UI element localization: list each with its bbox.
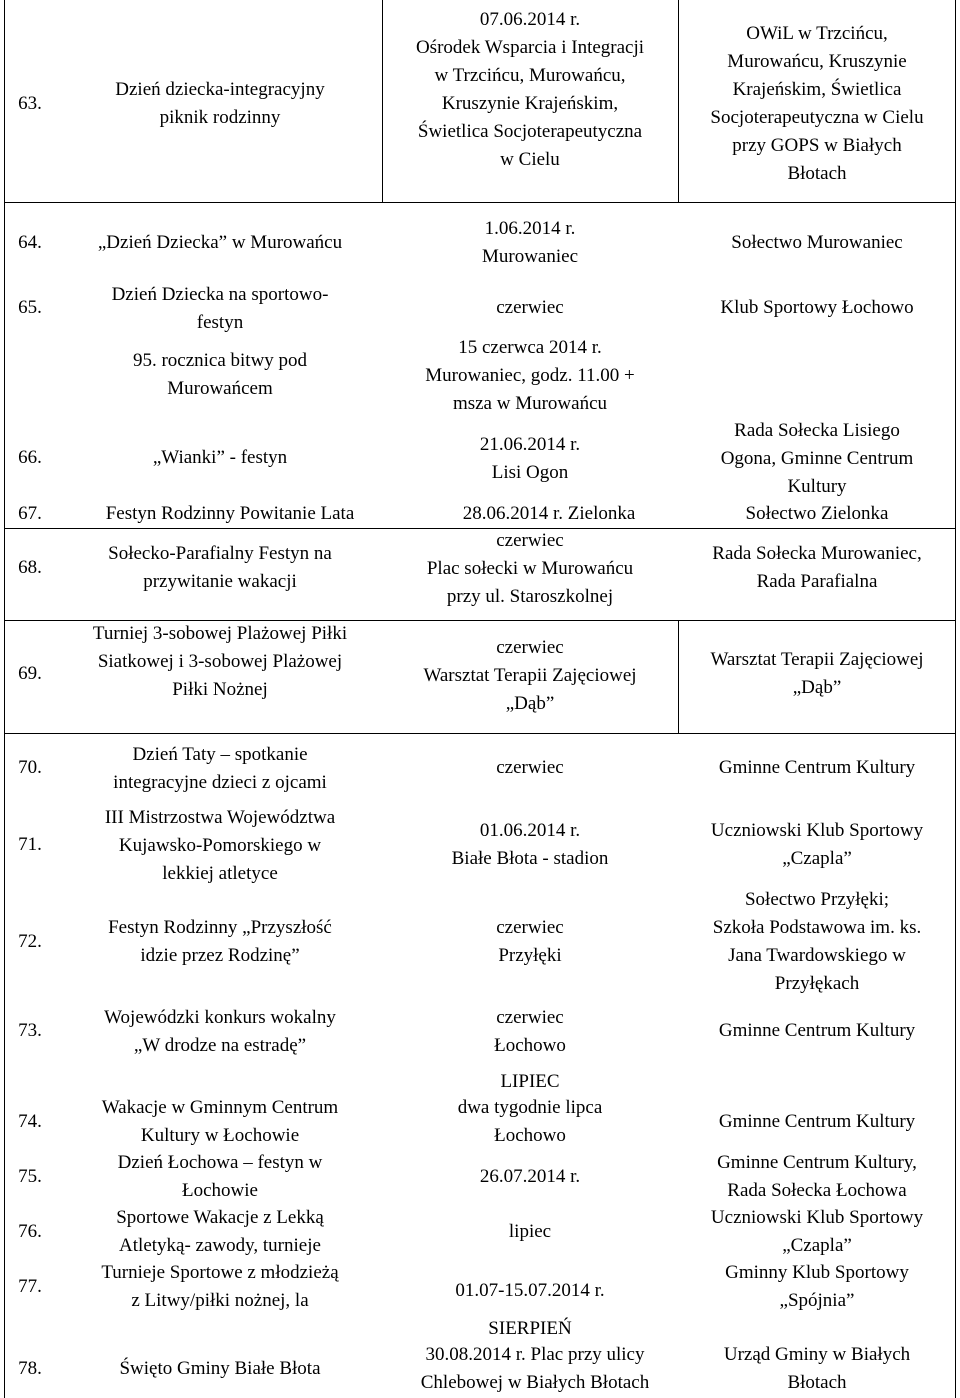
row-number: 76. <box>18 1221 42 1242</box>
event-date-place: 01.06.2014 r. Białe Błota - stadion <box>451 820 609 869</box>
event-name: Wakacje w Gminnym Centrum Kultury w Łochowie <box>101 1097 339 1146</box>
event-name: Turniej 3-sobowej Plażowej Piłki Siatkowej i 3-sobowej Plażowej Piłki Nożnej <box>92 623 348 700</box>
event-organizer: Sołectwo Przyłęki; Szkoła Podstawowa im. ks. Jana Twardowskiego w Przyłękach <box>712 889 922 994</box>
event-date-place: czerwiec <box>496 297 564 318</box>
event-date-place: 01.07-15.07.2014 r. <box>455 1280 605 1301</box>
column-divider-date <box>382 0 383 202</box>
row-number: 71. <box>18 834 42 855</box>
event-date-place: czerwiec Plac sołecki w Murowańcu przy ul. Staroszkolnej <box>426 530 634 607</box>
event-name: „Dzień Dziecka” w Murowańcu <box>97 232 343 253</box>
event-organizer: Gminny Klub Sportowy „Spójnia” <box>725 1262 909 1311</box>
row-number: 78. <box>18 1358 42 1379</box>
month-heading-august: SIERPIEŃ <box>488 1318 572 1339</box>
event-name: „Wianki” - festyn <box>152 447 288 468</box>
event-organizer: Sołectwo Zielonka <box>745 503 889 524</box>
event-organizer: Sołectwo Murowaniec <box>731 232 903 253</box>
event-organizer: Warsztat Terapii Zajęciowej „Dąb” <box>710 649 924 698</box>
table-border-right <box>955 0 956 1398</box>
row-number: 75. <box>18 1166 42 1187</box>
event-organizer: Gminne Centrum Kultury <box>718 1111 916 1132</box>
event-name: Dzień Taty – spotkanie integracyjne dzieci z ojcami <box>113 744 327 793</box>
column-divider-org-69 <box>678 620 679 733</box>
row-number: 70. <box>18 757 42 778</box>
row-border-69 <box>4 733 956 734</box>
event-name: Turnieje Sportowe z młodzieżą z Litwy/piłki nożnej, la <box>101 1262 339 1311</box>
event-name-secondary: 95. rocznica bitwy pod Murowańcem <box>132 350 308 399</box>
event-date-place-secondary: 15 czerwca 2014 r. Murowaniec, godz. 11.00 + msza w Murowańcu <box>425 337 635 414</box>
row-number: 65. <box>18 297 42 318</box>
event-date-place: czerwiec Warsztat Terapii Zajęciowej „Dąb” <box>423 637 637 714</box>
row-number: 68. <box>18 557 42 578</box>
event-name: Wojewódzki konkurs wokalny „W drodze na estradę” <box>104 1007 336 1056</box>
event-date-place: 28.06.2014 r. Zielonka <box>462 503 636 524</box>
event-name: Sołecko-Parafialny Festyn na przywitanie wakacji <box>108 543 332 592</box>
event-date-place: 30.08.2014 r. Plac przy ulicy Chlebowej w Białych Błotach <box>420 1344 650 1393</box>
row-border-63 <box>4 202 956 203</box>
event-date-place: 07.06.2014 r. Ośrodek Wsparcia i Integracji w Trzcińcu, Murowańcu, Kruszynie Krajeńskim, Świetlica Socjoterapeutyczna w Cielu <box>415 9 645 170</box>
event-name: Festyn Rodzinny „Przyszłość idzie przez Rodzinę” <box>108 917 332 966</box>
event-organizer: Uczniowski Klub Sportowy „Czapla” <box>710 1207 924 1256</box>
event-organizer: OWiL w Trzcińcu, Murowańcu, Kruszynie Krajeńskim, Świetlica Socjoterapeutyczna w Cielu przy GOPS w Białych Błotach <box>710 23 924 184</box>
event-date-place: 1.06.2014 r. Murowaniec <box>481 218 579 267</box>
event-organizer: Klub Sportowy Łochowo <box>720 297 914 318</box>
event-name: Święto Gminy Białe Błota <box>119 1358 321 1379</box>
event-organizer: Gminne Centrum Kultury, Rada Sołecka Łochowa <box>717 1152 917 1201</box>
event-name: Festyn Rodzinny Powitanie Lata <box>105 503 355 524</box>
row-number: 63. <box>18 93 42 114</box>
event-organizer: Gminne Centrum Kultury <box>718 1020 916 1041</box>
event-date-place: 21.06.2014 r. Lisi Ogon <box>479 434 581 483</box>
event-name: Sportowe Wakacje z Lekką Atletyką- zawody, turnieje <box>116 1207 324 1256</box>
event-name: III Mistrzostwa Województwa Kujawsko-Pomorskiego w lekkiej atletyce <box>104 807 336 884</box>
month-heading-july: LIPIEC <box>500 1071 560 1092</box>
event-organizer: Urząd Gminy w Białych Błotach <box>723 1344 911 1393</box>
row-number: 66. <box>18 447 42 468</box>
event-date-place: czerwiec Przyłęki <box>496 917 564 966</box>
event-name: Dzień Łochowa – festyn w Łochowie <box>117 1152 323 1201</box>
event-date-place: czerwiec Łochowo <box>494 1007 566 1056</box>
row-number: 73. <box>18 1020 42 1041</box>
row-number: 69. <box>18 663 42 684</box>
row-number: 67. <box>18 503 42 524</box>
event-date-place: 26.07.2014 r. <box>479 1166 581 1187</box>
event-date-place: czerwiec <box>496 757 564 778</box>
column-divider-org <box>678 0 679 202</box>
row-number: 77. <box>18 1276 42 1297</box>
event-organizer: Gminne Centrum Kultury <box>718 757 916 778</box>
event-name: Dzień dziecka-integracyjny piknik rodzinny <box>115 79 325 128</box>
row-number: 64. <box>18 232 42 253</box>
event-date-place: dwa tygodnie lipca Łochowo <box>457 1097 603 1146</box>
event-name: Dzień Dziecka na sportowo- festyn <box>111 284 329 333</box>
event-organizer: Rada Sołecka Lisiego Ogona, Gminne Centrum Kultury <box>720 420 914 497</box>
row-number: 72. <box>18 931 42 952</box>
event-organizer: Uczniowski Klub Sportowy „Czapla” <box>710 820 924 869</box>
row-number: 74. <box>18 1111 42 1132</box>
event-organizer: Rada Sołecka Murowaniec, Rada Parafialna <box>712 543 922 592</box>
event-date-place: lipiec <box>508 1221 552 1242</box>
